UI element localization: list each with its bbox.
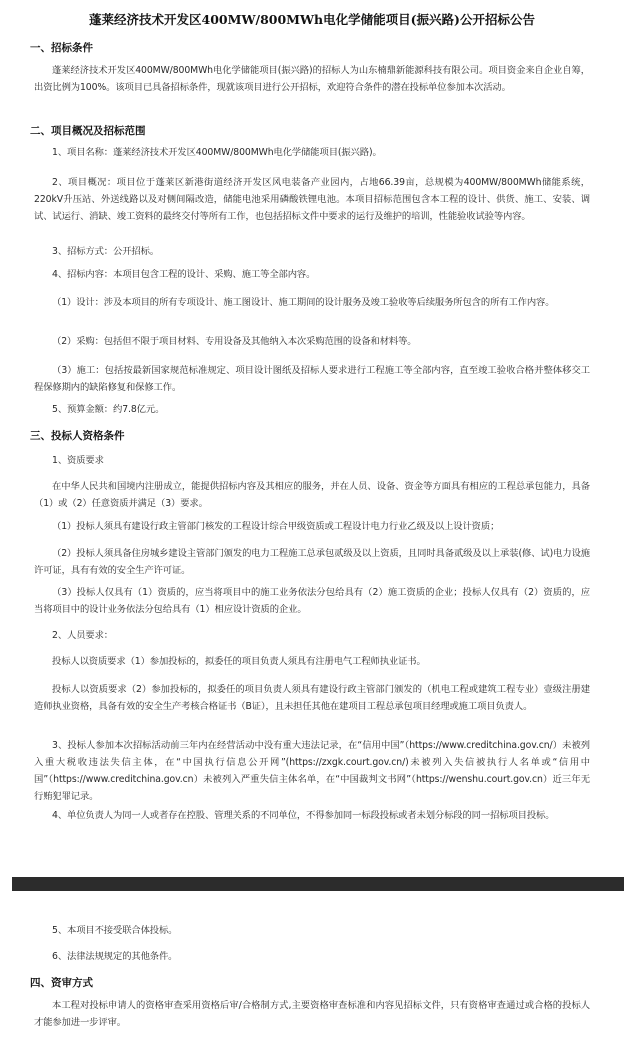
section-heading-qualification-review: 四、资审方式	[30, 977, 93, 989]
paragraph: 5、预算金额：约7.8亿元。	[52, 404, 165, 415]
section-heading-bidder-qualifications: 三、投标人资格条件	[30, 430, 125, 442]
section-heading-bidding-conditions: 一、招标条件	[30, 42, 93, 54]
paragraph: （3）施工：包括按最新国家规范标准规定、项目设计图纸及招标人要求进行工程施工等全部内容，直至竣工验收合格并整体移交工程保修期内的缺陷修复和保修工作。	[34, 365, 590, 393]
paragraph: 3、投标人参加本次招标活动前三年内在经营活动中没有重大违法记录，在“信用中国”（https://www.creditchina.gov.cn/）未被列入重大税收违法失信主体，在“中国执行信息公开网”(https://zxgk.court.gov.cn/)未被列入失信被执行人名单或“信用中国”（https://www.creditchina.gov.cn）未被列入严重失信主体名单，在“中国裁判文书网”（https://wenshu.court.gov.cn）近三年无行贿犯罪记录。	[34, 740, 590, 802]
paragraph: 5、本项目不接受联合体投标。	[52, 925, 178, 936]
paragraph: 在中华人民共和国境内注册成立，能提供招标内容及其相应的服务，并在人员、设备、资金等方面具有相应的工程总承包能力，具备（1）或（2）任意资质并满足（3）要求。	[34, 481, 590, 509]
page-break-band	[12, 877, 624, 891]
paragraph: （2）采购：包括但不限于项目材料、专用设备及其他纳入本次采购范围的设备和材料等。	[52, 336, 417, 347]
paragraph: 投标人以资质要求（1）参加投标的，拟委任的项目负责人须具有注册电气工程师执业证书。	[52, 656, 426, 667]
section-heading-project-overview: 二、项目概况及招标范围	[30, 125, 146, 137]
paragraph: （2）投标人须具备住房城乡建设主管部门颁发的电力工程施工总承包贰级及以上资质，且同时具备贰级及以上承装(修、试)电力设施许可证，具有有效的安全生产许可证。	[34, 548, 590, 576]
paragraph: 蓬莱经济技术开发区400MW/800MWh电化学储能项目(振兴路)的招标人为山东楠鼎新能源科技有限公司。项目资金来自企业自筹，出资比例为100%。该项目已具备招标条件，现就该项目进行公开招标，欢迎符合条件的潜在投标单位参加本次活动。	[34, 65, 590, 93]
paragraph: 6、法律法规规定的其他条件。	[52, 951, 178, 962]
paragraph: （3）投标人仅具有（1）资质的，应当将项目中的施工业务依法分包给具有（2）施工资质的企业；投标人仅具有（2）资质的，应当将项目中的设计业务依法分包给具有（1）相应设计资质的企业。	[34, 587, 590, 615]
paragraph: 1、项目名称：蓬莱经济技术开发区400MW/800MWh电化学储能项目(振兴路)。	[52, 147, 382, 158]
paragraph: 1、资质要求	[52, 455, 104, 466]
paragraph: 2、项目概况：项目位于蓬莱区新港街道经济开发区风电装备产业园内，占地66.39亩，总规模为400MW/800MWh储能系统，220kV升压站、外送线路以及对侧间隔改造，储能电池采用磷酸铁锂电池。本项目招标范围包含本工程的设计、供货、施工、安装、调试、试运行、消缺、竣工资料的最终交付等所有工作，也包括招标文件中要求的运行及维护的培训，性能验收试验等内容。	[34, 177, 590, 222]
paragraph: 4、招标内容：本项目包含工程的设计、采购、施工等全部内容。	[52, 269, 316, 280]
page-title: 蓬莱经济技术开发区400MW/800MWh电化学储能项目(振兴路)公开招标公告	[89, 12, 535, 27]
paragraph: 3、招标方式：公开招标。	[52, 246, 159, 257]
paragraph: 4、单位负责人为同一人或者存在控股、管理关系的不同单位，不得参加同一标段投标或者未划分标段的同一招标项目投标。	[52, 810, 555, 821]
paragraph: （1）设计：涉及本项目的所有专项设计、施工图设计、施工期间的设计服务及竣工验收等后续服务所包含的所有工作内容。	[52, 297, 555, 308]
paragraph: 本工程对投标申请人的资格审查采用资格后审/合格制方式,主要资格审查标准和内容见招标文件，只有资格审查通过或合格的投标人才能参加进一步评审。	[34, 1000, 590, 1028]
paragraph: 2、人员要求：	[52, 630, 113, 641]
paragraph: 投标人以资质要求（2）参加投标的，拟委任的项目负责人须具有建设行政主管部门颁发的（机电工程或建筑工程专业）壹级注册建造师执业资格，具备有效的安全生产考核合格证书（B证），且未担任其他在建项目工程总承包项目经理或施工项目负责人。	[34, 684, 590, 712]
paragraph: （1）投标人须具有建设行政主管部门核发的工程设计综合甲级资质或工程设计电力行业乙级及以上设计资质；	[52, 521, 500, 532]
